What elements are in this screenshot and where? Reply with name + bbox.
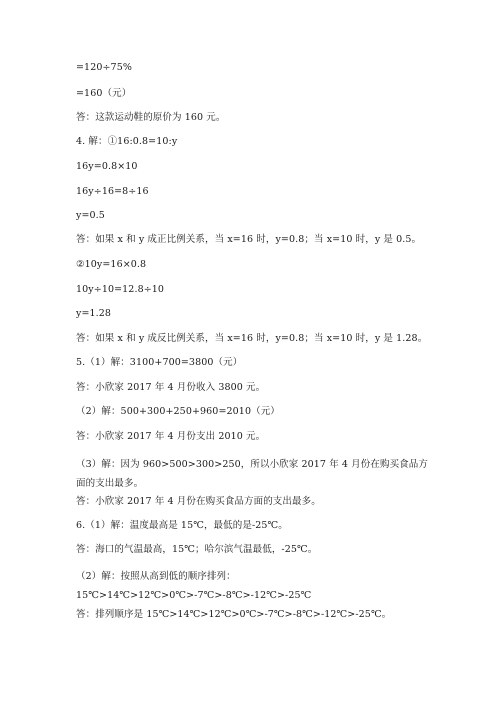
text-line: 16y÷16=8÷16 — [76, 186, 149, 197]
text-line: 答：如果 x 和 y 成反比例关系，当 x=16 时，y=0.8；当 x=10 时，y 是 1.28。 — [76, 333, 428, 344]
text-line: y=0.5 — [76, 210, 105, 221]
text-line: 答：这款运动鞋的原价为 160 元。 — [76, 112, 226, 123]
text-line: 5.（1）解：3100+700=3800（元） — [76, 357, 243, 368]
text-line: 答：小欣家 2017 年 4 月份收入 3800 元。 — [76, 382, 266, 393]
text-line: =160（元） — [76, 88, 132, 99]
text-line: =120÷75% — [76, 62, 132, 73]
text-line: 4. 解：①16:0.8=10:y — [76, 136, 178, 147]
text-line: 答：小欣家 2017 年 4 月份支出 2010 元。 — [76, 431, 266, 442]
text-line: y=1.28 — [76, 308, 112, 319]
text-line: （2）解：按照从高到低的顺序排列：15℃>14℃>12℃>0℃>-7℃>-8℃>-12℃>-25℃ — [76, 571, 312, 601]
text-line: 答：如果 x 和 y 成正比例关系，当 x=16 时，y=0.8；当 x=10 时，y 是 0.5。 — [76, 234, 422, 245]
text-line: （2）解：500+300+250+960=2010（元） — [76, 406, 280, 417]
text-line: 6.（1）解：温度最高是 15℃，最低的是-25℃。 — [76, 520, 288, 531]
text-line: 10y÷10=12.8÷10 — [76, 284, 165, 295]
text-line: （3）解：因为 960>500>300>250，所以小欣家 2017 年 4 月份在购买食品方面的支出最多。 — [76, 459, 428, 489]
text-line: 16y=0.8×10 — [76, 161, 138, 172]
text-line: 答：海口的气温最高，15℃；哈尔滨气温最低，-25℃。 — [76, 544, 318, 555]
text-line: 答：小欣家 2017 年 4 月份在购买食品方面的支出最多。 — [76, 496, 321, 507]
text-line: 答：排列顺序是 15℃>14℃>12℃>0℃>-7℃>-8℃>-12℃>-25℃。 — [76, 609, 392, 620]
text-line: ②10y=16×0.8 — [76, 259, 147, 270]
